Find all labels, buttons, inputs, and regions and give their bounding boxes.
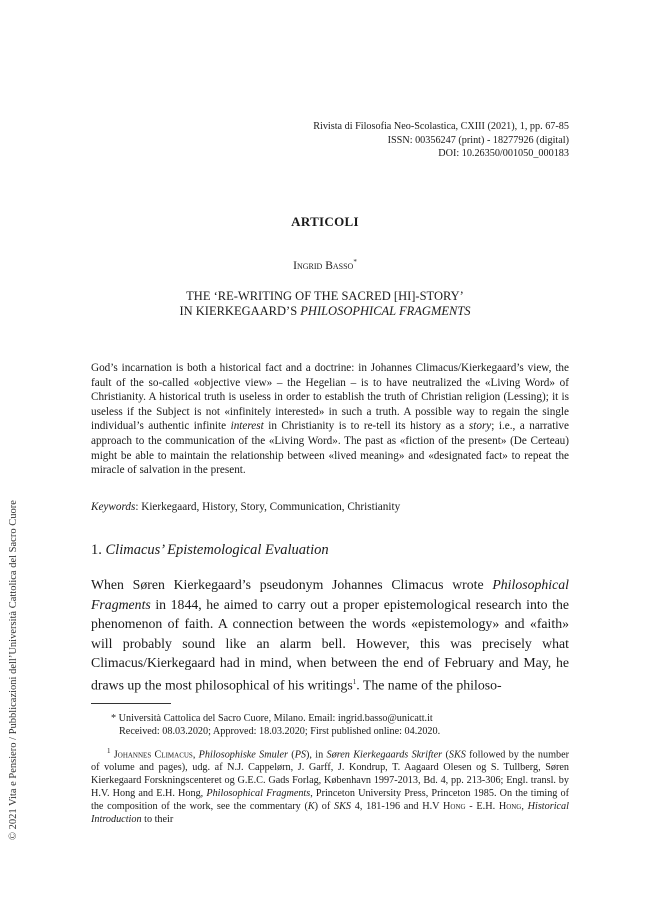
copyright-sidebar: © 2021 Vita e Pensiero / Pubblicazioni dell’Università Cattolica del Sacro Cuore	[8, 500, 19, 840]
keywords-label: Keywords	[91, 501, 136, 513]
journal-header	[313, 120, 569, 161]
journal-citation: Rivista di Filosofia Neo-Scolastica, CXIII (2021), 1, pp. 67-85	[313, 121, 569, 132]
abstract: God’s incarnation is both a historical fact and a doctrine: in Johannes Climacus/Kierkegaard’s view, the fault of the so-called «objective view» – the Hegelian – is to have neutralized the «Living Word» of Christianity. A historical truth is useless in order to establish the truth of Christian religion (Lessing); it is useless if the Subject is not «infinitely interested» in such a truth. A possible way to regain the single individual’s authentic infinite interest in Christianity is to re-tell its history as a story; i.e., a narrative approach to the communication of the «Living Word». The past as «fiction of the present» (De Certeau) might be able to maintain the relationship between «lived meaning» and «designated fact» to repeat the miracle of salvation in the present.	[91, 362, 569, 477]
footnote-reference: 1	[352, 677, 357, 686]
footnote-divider	[91, 703, 171, 704]
article-title	[0, 289, 650, 319]
journal-doi: DOI: 10.26350/001050_000183	[438, 148, 569, 159]
author-footnote-mark: *	[353, 258, 357, 266]
footnote-1: $^1$ Johannes Climacus, Philosophiske Smuler (PS), in Søren Kierkegaards Skrifter (SKS followed by the number of volume and pages), udg. af N.J. Cappelørn, J. Garff, J. Kondrup, T. Aagaard Olesen og S. Tullberg, Søren Kierkegaard Forskningscenteret og G.E.C. Gads Forlag, København 1997-2013, Bd. 4, pp. 213-306; Engl. transl. by H.V. Hong and E.H. Hong, Philosophical Fragments, Princeton University Press, Princeton 1985. On the timing of the composition of the work, see the commentary (K) of SKS 4, 181-196 and H.V Hong - E.H. Hong, Historical Introduction to their	[91, 747, 570, 826]
body-paragraph: When Søren Kierkegaard’s pseudonym Johannes Climacus wrote Philosophical Fragments in 1844, he aimed to carry out a proper epistemological research into the phenomenon of faith. A connection between the words «epistemology» and «faith» will probably sound like an alarm bell. However, this was precisely what Climacus/Kierkegaard had in mind, when between the end of February and May, he draws up the most philosophical of his writings$^1$. The name of the philoso-	[91, 577, 569, 693]
journal-issn: ISSN: 00356247 (print) - 18277926 (digital)	[387, 134, 569, 146]
title-line-2: IN KIERKEGAARD’S PHILOSOPHICAL FRAGMENTS	[179, 304, 471, 318]
footnote-affiliation: * Università Cattolica del Sacro Cuore, Milano. Email: ingrid.basso@unicatt.it Received: 08.03.2020; Approved: 18.03.2020; First published online: 04.2020.	[111, 713, 441, 737]
author-name: Ingrid Basso*	[293, 258, 357, 272]
section-title: ARTICOLI	[291, 214, 359, 229]
section-heading: 1. Climacus’ Epistemological Evaluation	[91, 542, 329, 558]
keywords: Keywords: Kierkegaard, History, Story, Communication, Christianity	[91, 501, 401, 513]
title-line-1: THE ‘RE-WRITING OF THE SACRED [HI]-STORY’	[186, 289, 464, 303]
